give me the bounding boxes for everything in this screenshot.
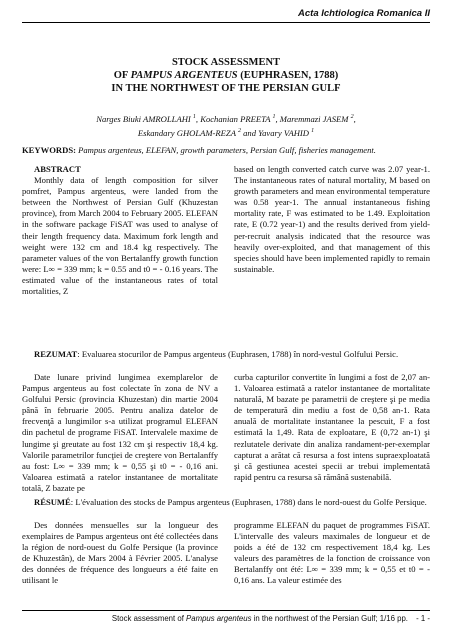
author-1: Narges Biuki AMROLLAHI — [96, 113, 191, 124]
title-line-3: IN THE NORTHWEST OF THE PERSIAN GULF — [111, 83, 341, 94]
author-list: Narges Biuki AMROLLAHI $^1$, Kochanian PREETA $^1$, Maremmazi JASEM $^2$, Eskandary GHOLAM-REZA $^2$ and Yavary VAHID $^1$ — [96, 113, 356, 138]
author-2: Kochanian PREETA — [200, 113, 271, 124]
footer-rule — [22, 610, 430, 611]
rezumat-intro: : Evaluarea stocurilor de Pampus argenteus (Euphrasen, 1788) în nord-vestul Golfului Persic. — [77, 349, 399, 359]
resume-col-2 — [234, 520, 430, 587]
journal-header: Acta Ichtiologica Romanica II — [298, 8, 430, 19]
header-rule — [22, 22, 430, 23]
abstract-label: ABSTRACT — [34, 164, 81, 174]
resume-section — [22, 520, 430, 587]
title-line-1: STOCK ASSESSMENT — [171, 57, 281, 68]
resume-label: RÉSUMÉ — [34, 497, 71, 507]
abstract-col-2 — [234, 164, 430, 297]
abstract-section — [22, 164, 430, 297]
author-4: Eskandary GHOLAM-REZA — [137, 127, 236, 138]
abstract-col-1 — [22, 164, 218, 297]
author-3: Maremmazi JASEM — [279, 113, 349, 124]
resume-text-1: Des données mensuelles sur la longueur des exemplaires de Pampus argenteus ont été collectées dans la région de nord-ouest du Golfe Persique (la province de Khuzestân), de Mars 2004 à Février 2005. L'analyse des données de fréquence des longueurs a été faite en utilisant le — [22, 520, 218, 586]
keywords — [22, 145, 430, 156]
author-5: Yavary VAHID — [258, 127, 309, 138]
rezumat-section — [22, 372, 430, 494]
resume-col-1 — [22, 520, 218, 587]
title-line-2: OF PAMPUS ARGENTEUS (EUPHRASEN, 1788) — [113, 70, 339, 81]
keywords-label: KEYWORDS: — [22, 145, 76, 155]
paper-title — [22, 56, 430, 95]
rezumat-label: REZUMAT — [34, 349, 78, 359]
resume-heading — [22, 497, 430, 508]
keywords-text: Pampus argenteus, ELEFAN, growth parameters, Persian Gulf, fisheries management. — [78, 145, 376, 155]
abstract-text-2: based on length converted catch curve was 2.07 year-1. The instantaneous rates of natural mortality, M based on growth parameters and mean environmental temperature was 0.58 year-1. The annual instantaneous fishing mortality rate, F was estimated to be 1.49. Exploitation rate, E (0.72 year-1) and the results derived from yield-per-recruit analysis indicated that the resource was heavily over-exploited, and that management of this species should have been implemented rapidly to remain sustainable. — [234, 164, 430, 274]
resume-intro: : L'évaluation des stocks de Pampus argenteus (Euphrasen, 1788) dans le nord-ouest du Golfe Persique. — [70, 497, 427, 507]
rezumat-text-2: curba capturilor convertite în lungimi a fost de 2,07 an-1. Valoarea estimată a ratelor instantanee de mortalitate naturală, M bazate pe parametrii de creştere şi pe media de temperatură din mediu a fost de 0,58 an-1. Rata anuală de mortalitate instantanee la pescuit, F a fost estimată la 1,49. Rata de exploatare, E (0,72 an-1) şi rezlutatele derivate din analiza randament-per-exemplar capturat a arătat că resursa a fost intens supraexploatată şi că gestiunea acestei specii ar trebui implementată rapid pentru ca resursa să rămână sustenabilă. — [234, 372, 430, 482]
rezumat-heading — [22, 349, 430, 360]
resume-text-2: programme ELEFAN du paquet de programmes FiSAT. L'intervalle des valeurs maximales de longueur et de poids a été de 132 cm respectivement 18,4 kg. Les valeurs des paramètres de la fonction de croissance von Bertalanffy ont été: L∞ = 339 mm; k = 0,55 et t0 = - 0,16 ans. La valeur estimée des — [234, 520, 430, 586]
page-footer: Stock assessment of Pampus argenteus in the northwest of the Persian Gulf; 1/16 pp. - 1 - — [111, 614, 430, 623]
footer-species: Pampus argenteus — [186, 614, 252, 623]
rezumat-col-1 — [22, 372, 218, 494]
page-number: - 1 - — [416, 614, 430, 623]
rezumat-col-2 — [234, 372, 430, 494]
rezumat-text-1: Date lunare privind lungimea exemplarelor de Pampus argenteus au fost colectate în zona de NV a Golfului Persic (provincia Khuzestan) din martie 2004 până în februarie 2005. Pentru analiza datelor de frecvenţă a lungimilor s-a utilizat programul ELEFAN din pachetul de programe FiSAT. Intervalele maxime de lungime şi greutate au fost 132 cm şi respectiv 18,4 kg. Valorile parametrilor funcţiei de creştere von Bertalanffy au fost: L∞ = 339 mm; k = 0,55 şi t0 = - 0,16 ani. Valoarea estimată a ratelor instantanee de mortalitate totală, Z bazate pe — [22, 372, 218, 493]
abstract-text-1: Monthly data of length composition for silver pomfret, Pampus argenteus, were landed from the between the Northwest of Persian Gulf (Khuzestan province), from March 2004 to February 2005. ELEFAN in the software package FiSAT was used to analyse of their length frequency data. Maximum fork length and weight were 132 cm and 18.4 kg respectively. The parameter values of the von Bertalanffy growth function were: L∞ = 339 mm; k = 0.55 and t0 = - 0.16 years. The estimated value of the instantaneous rates of total mortalities, Z — [22, 175, 218, 297]
title-species: PAMPUS ARGENTEUS — [130, 70, 238, 81]
